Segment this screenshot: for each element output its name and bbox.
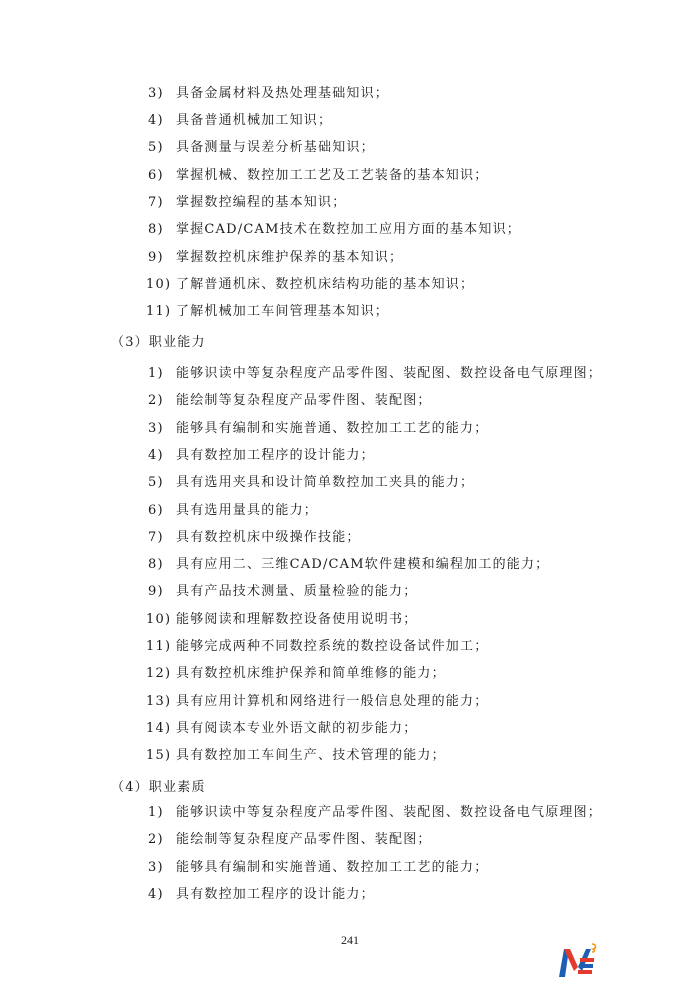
section-heading-career-quality: （4）职业素质 xyxy=(111,780,206,795)
item-number: 6) xyxy=(148,168,164,183)
item-text: 具有产品技术测量、质量检验的能力； xyxy=(176,584,418,599)
item-number: 3) xyxy=(148,860,164,875)
item-number: 8) xyxy=(148,222,164,237)
item-text: 了解机械加工车间管理基本知识； xyxy=(176,304,390,319)
list-item xyxy=(148,421,488,437)
item-text: 能绘制等复杂程度产品零件图、装配图； xyxy=(176,393,432,408)
list-item xyxy=(146,277,474,293)
section-heading-career-ability: （3）职业能力 xyxy=(111,335,206,350)
item-text: 具有应用二、三维CAD/CAM软件建模和编程加工的能力； xyxy=(176,557,550,572)
list-item xyxy=(146,694,488,710)
item-number: 9) xyxy=(148,250,164,265)
item-text: 能够具有编制和实施普通、数控加工工艺的能力； xyxy=(176,860,489,875)
list-item xyxy=(148,805,602,821)
page-number: 241 xyxy=(341,933,359,947)
list-item xyxy=(148,250,403,266)
list-item xyxy=(148,393,432,409)
list-item xyxy=(148,86,389,102)
list-item xyxy=(148,475,474,491)
item-number: 5) xyxy=(148,475,164,490)
item-number: 3) xyxy=(148,86,164,101)
publisher-logo-icon xyxy=(556,941,598,981)
item-text: 掌握CAD/CAM技术在数控加工应用方面的基本知识； xyxy=(176,222,521,237)
list-item xyxy=(148,860,488,876)
item-number: 1) xyxy=(148,805,164,820)
item-text: 掌握机械、数控加工工艺及工艺装备的基本知识； xyxy=(176,168,489,183)
item-number: 5) xyxy=(148,140,164,155)
list-item xyxy=(148,448,375,464)
list-item xyxy=(148,503,318,519)
item-number: 4) xyxy=(148,887,164,902)
list-item xyxy=(146,721,417,737)
list-item xyxy=(148,168,488,184)
item-number: 12) xyxy=(146,666,172,681)
item-text: 了解普通机床、数控机床结构功能的基本知识； xyxy=(176,277,475,292)
item-text: 具有数控机床维护保养和简单维修的能力； xyxy=(176,666,446,681)
item-number: 10) xyxy=(146,612,172,627)
list-item xyxy=(146,666,446,682)
list-item xyxy=(148,530,361,546)
item-number: 11) xyxy=(146,639,172,654)
item-number: 7) xyxy=(148,530,164,545)
item-text: 具有选用夹具和设计简单数控加工夹具的能力； xyxy=(176,475,475,490)
list-item xyxy=(146,612,417,628)
item-number: 7) xyxy=(148,195,164,210)
list-item xyxy=(146,304,389,320)
item-number: 8) xyxy=(148,557,164,572)
item-number: 9) xyxy=(148,584,164,599)
item-number: 2) xyxy=(148,832,164,847)
item-text: 掌握数控编程的基本知识； xyxy=(176,195,347,210)
item-number: 13) xyxy=(146,694,172,709)
list-item xyxy=(148,557,549,573)
list-item xyxy=(148,366,602,382)
list-item xyxy=(148,140,375,156)
item-number: 14) xyxy=(146,721,172,736)
list-item xyxy=(146,748,446,764)
list-item xyxy=(148,113,332,129)
item-number: 4) xyxy=(148,113,164,128)
item-text: 具备普通机械加工知识； xyxy=(176,113,333,128)
item-text: 掌握数控机床维护保养的基本知识； xyxy=(176,250,404,265)
item-text: 具有数控加工程序的设计能力； xyxy=(176,448,375,463)
item-text: 具有应用计算机和网络进行一般信息处理的能力； xyxy=(176,694,489,709)
item-text: 能够识读中等复杂程度产品零件图、装配图、数控设备电气原理图； xyxy=(176,805,603,820)
list-item xyxy=(148,832,432,848)
item-text: 具备金属材料及热处理基础知识； xyxy=(176,86,390,101)
item-number: 15) xyxy=(146,748,172,763)
item-number: 1) xyxy=(148,366,164,381)
item-text: 具有选用量具的能力； xyxy=(176,503,319,518)
item-text: 能够完成两种不同数控系统的数控设备试件加工； xyxy=(176,639,489,654)
item-text: 具有数控加工程序的设计能力； xyxy=(176,887,375,902)
item-text: 能够识读中等复杂程度产品零件图、装配图、数控设备电气原理图； xyxy=(176,366,603,381)
item-text: 具有阅读本专业外语文献的初步能力； xyxy=(176,721,418,736)
item-number: 3) xyxy=(148,421,164,436)
list-item xyxy=(148,584,417,600)
publisher-logo-graphic xyxy=(556,941,598,981)
item-text: 具备测量与误差分析基础知识； xyxy=(176,140,375,155)
item-number: 2) xyxy=(148,393,164,408)
item-number: 10) xyxy=(146,277,172,292)
list-item xyxy=(148,222,521,238)
list-item xyxy=(148,887,375,903)
list-item xyxy=(146,639,488,655)
list-item xyxy=(148,195,346,211)
item-number: 11) xyxy=(146,304,172,319)
item-text: 具有数控机床中级操作技能； xyxy=(176,530,361,545)
item-number: 6) xyxy=(148,503,164,518)
item-number: 4) xyxy=(148,448,164,463)
item-text: 能绘制等复杂程度产品零件图、装配图； xyxy=(176,832,432,847)
item-text: 能够具有编制和实施普通、数控加工工艺的能力； xyxy=(176,421,489,436)
item-text: 具有数控加工车间生产、技术管理的能力； xyxy=(176,748,446,763)
item-text: 能够阅读和理解数控设备使用说明书； xyxy=(176,612,418,627)
